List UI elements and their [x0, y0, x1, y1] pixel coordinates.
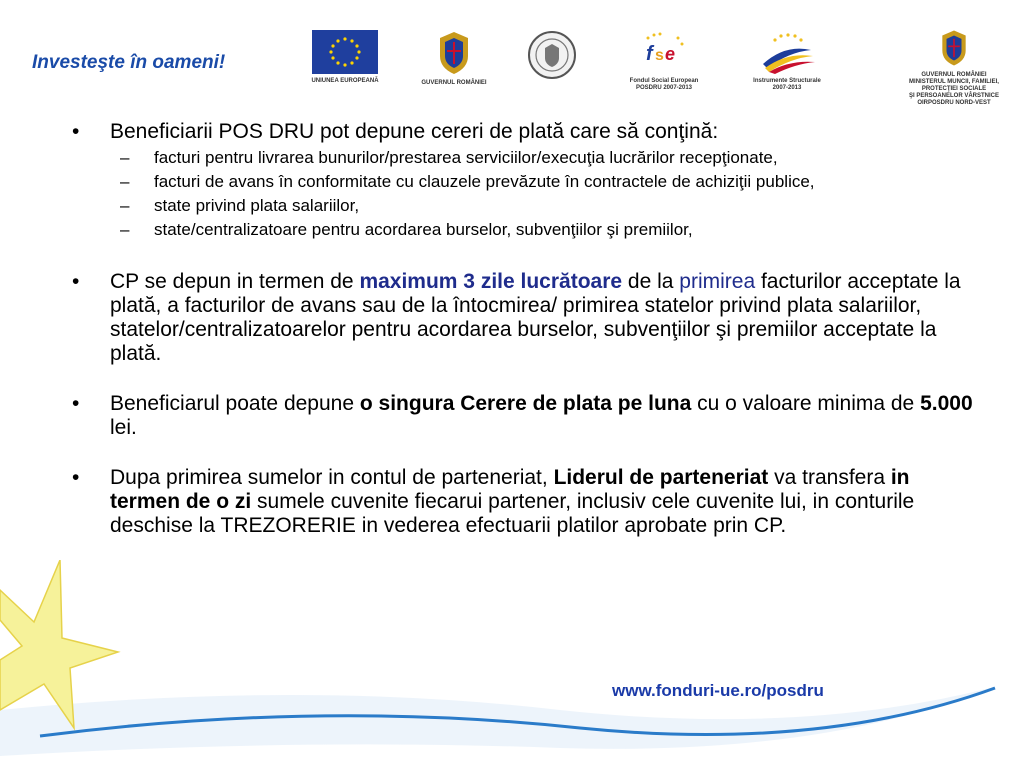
structural-instruments-logo-icon — [757, 30, 817, 74]
logo-fse — [614, 30, 714, 92]
website-link[interactable]: www.fonduri-ue.ro/posdru — [612, 681, 824, 700]
logo-caption: PROTECŢIEI SOCIALE — [921, 86, 987, 92]
bullet-1-text: Beneficiarii POS DRU pot depune cereri de plată care să conţină: — [110, 120, 719, 143]
bullet-4 — [70, 466, 980, 538]
bullet-3-part: Beneficiarul poate depune — [110, 392, 360, 415]
ministry-coat-of-arms-icon — [939, 28, 969, 68]
bullet-2 — [70, 270, 980, 366]
decorative-star-swoosh — [0, 560, 1024, 768]
sub-bullet: – state privind plata salariilor, — [110, 196, 980, 216]
bullet-3-part: lei. — [110, 416, 137, 439]
logo-ministry — [892, 28, 1016, 107]
logo-caption: ŞI PERSOANELOR VÂRSTNICE — [908, 93, 999, 99]
bullet-3-bold: o singura Cerere de plata pe luna — [359, 392, 692, 415]
logo-seal — [522, 30, 582, 84]
tagline: Investeşte în oameni! — [32, 52, 226, 73]
logo-government — [412, 30, 496, 87]
svg-text:s: s — [655, 47, 664, 64]
bullet-2-highlight: primirea — [679, 270, 756, 293]
logo-caption: Instrumente Structurale — [753, 78, 821, 84]
bullet-4-bold: in termen de o zi — [110, 466, 910, 513]
bullet-list — [70, 120, 980, 538]
bullet-2-part: CP se depun in termen de — [110, 270, 360, 293]
slide-content — [70, 120, 980, 538]
logo-eu — [300, 30, 390, 85]
round-seal-icon — [527, 30, 577, 80]
header — [0, 0, 1024, 118]
bullet-4-part: sumele cuvenite fiecarui partener, inclusiv cele cuvenite lui, in conturile deschise la TREZORERIE in vederea efectuarii platilor aprobate prin CP. — [110, 490, 915, 537]
logo-caption: MINISTERUL MUNCII, FAMILIEI, — [909, 79, 999, 85]
bullet-4-bold: Liderul de parteneriat — [553, 466, 769, 489]
sub-bullet-list — [110, 148, 980, 240]
bullet-3 — [70, 392, 980, 440]
logo-structural — [732, 30, 842, 92]
eu-flag-icon — [312, 30, 378, 74]
bullet-2-part: facturilor acceptate la plată, a facturilor de avans sau de la întocmirea/ primirea statelor privind plata salariilor, statelor/centralizatoarelor pentru acordarea burselor, subvenţiilor şi premiilor acceptate la plată. — [110, 270, 961, 365]
bullet-2-highlight: maximum 3 zile lucrătoare — [359, 270, 623, 293]
sub-bullet: – facturi pentru livrarea bunurilor/prestarea serviciilor/execuţia lucrărilor recepţionate, — [110, 148, 980, 168]
logo-caption: GUVERNUL ROMÂNIEI — [921, 72, 987, 78]
romania-coat-of-arms-icon — [436, 30, 472, 76]
logo-caption: OIRPOSDRU NORD-VEST — [917, 100, 991, 106]
bullet-3-part: cu o valoare minima de — [691, 392, 921, 415]
sub-bullet: – facturi de avans în conformitate cu clauzele prevăzute în contractele de achiziţii publice, — [110, 172, 980, 192]
logo-caption: Fondul Social European — [629, 78, 699, 84]
logo-caption: 2007-2013 — [772, 85, 802, 91]
fse-logo-icon — [638, 30, 690, 74]
logo-caption: POSDRU 2007-2013 — [635, 85, 693, 91]
bullet-4-part: Dupa primirea sumelor in contul de parteneriat, — [110, 466, 554, 489]
bullet-2-part: de la — [622, 270, 680, 293]
sub-bullet: – state/centralizatoare pentru acordarea burselor, subvenţiilor şi premiilor, — [110, 220, 980, 240]
bullet-4-part: va transfera — [768, 466, 891, 489]
logo-caption: GUVERNUL ROMÂNIEI — [421, 80, 487, 86]
svg-text:e: e — [665, 44, 676, 64]
bullet-1 — [70, 120, 980, 240]
bullet-3-bold: 5.000 — [920, 392, 973, 415]
svg-text:f: f — [646, 43, 653, 65]
logo-caption: UNIUNEA EUROPEANĂ — [311, 78, 379, 84]
